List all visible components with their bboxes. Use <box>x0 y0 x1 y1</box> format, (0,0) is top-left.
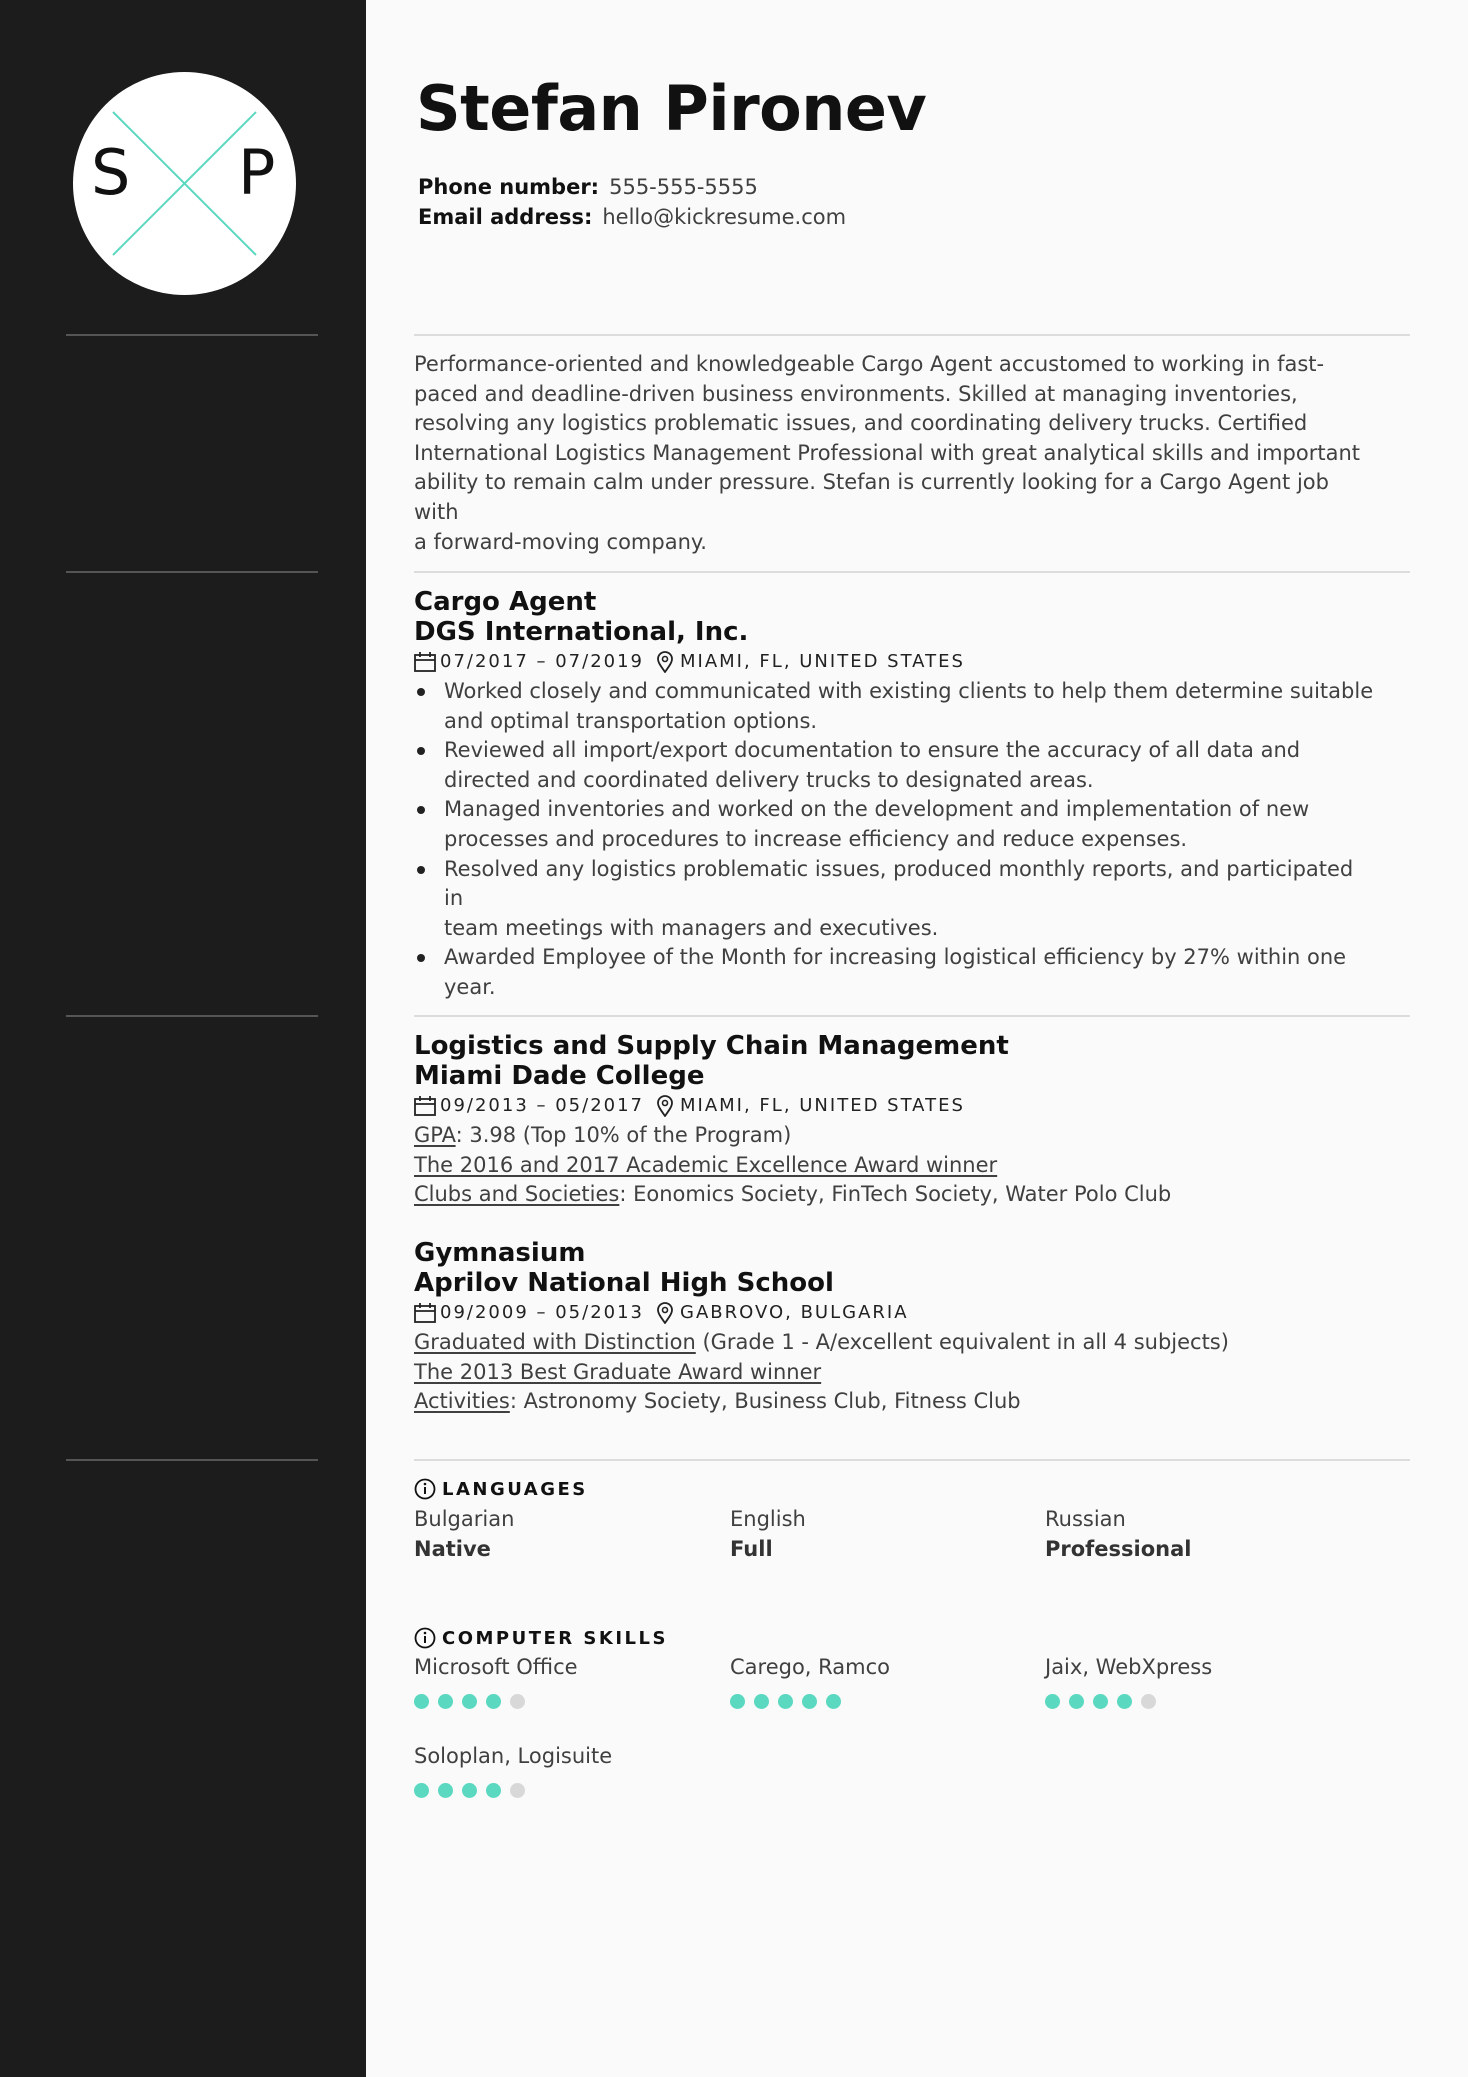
rating-dot-filled <box>1093 1694 1108 1709</box>
sidebar-divider <box>66 334 318 336</box>
languages-heading: LANGUAGES <box>414 1478 588 1500</box>
skill-name: Microsoft Office <box>414 1655 578 1679</box>
profile-line: Performance-oriented and knowledgeable Cargo Agent accustomed to working in fast- <box>414 352 1325 376</box>
rating-dot-filled <box>462 1694 477 1709</box>
job-meta <box>414 647 1374 677</box>
education-dates: 09/2009 – 05/2013 <box>440 1302 644 1323</box>
rating-dot-filled <box>802 1694 817 1709</box>
school-name: Miami Dade College <box>414 1061 705 1091</box>
rating-dot-filled <box>414 1783 429 1798</box>
avatar-initial-last: P <box>238 136 276 209</box>
phone-label: Phone number: <box>418 175 600 199</box>
rating-dot-empty <box>1141 1694 1156 1709</box>
education-detail: Graduated with Distinction (Grade 1 - A/excellent equivalent in all 4 subjects) <box>414 1330 1229 1354</box>
skill-rating <box>1045 1694 1212 1709</box>
profile-line: resolving any logistics problematic issues, and coordinating delivery trucks. Certified <box>414 411 1308 436</box>
language-item <box>1045 1504 1192 1564</box>
distinction-label: Graduated with Distinction <box>414 1330 696 1354</box>
language-level: Professional <box>1045 1537 1192 1561</box>
rating-dot-filled <box>414 1694 429 1709</box>
education-detail: GPA: 3.98 (Top 10% of the Program) <box>414 1123 792 1147</box>
education-detail: Clubs and Societies: Eonomics Society, FinTech Society, Water Polo Club <box>414 1182 1172 1207</box>
computer-skill-item <box>1045 1652 1212 1709</box>
degree-title: Gymnasium <box>414 1238 586 1268</box>
computer-skill-item <box>730 1652 890 1709</box>
rating-dot-empty <box>510 1783 525 1798</box>
education-meta <box>414 1091 1374 1121</box>
education-entry <box>414 1238 1374 1417</box>
language-level: Native <box>414 1537 491 1561</box>
rating-dot-empty <box>510 1694 525 1709</box>
email-label: Email address: <box>418 205 593 229</box>
rating-dot-filled <box>438 1694 453 1709</box>
profile-line: International Logistics Management Professional with great analytical skills and important <box>414 440 1360 465</box>
education-dates: 09/2013 – 05/2017 <box>440 1095 644 1116</box>
education-meta <box>414 1298 1374 1328</box>
rating-dot-filled <box>826 1694 841 1709</box>
education-detail <box>414 1151 1374 1181</box>
award-label: The 2013 Best Graduate Award winner <box>414 1359 822 1384</box>
rating-dot-filled <box>486 1694 501 1709</box>
profile-summary <box>414 350 1374 557</box>
language-name: Bulgarian <box>414 1507 515 1531</box>
skill-name: Jaix, WebXpress <box>1045 1655 1213 1679</box>
job-achievements <box>414 677 1374 1003</box>
job-location: MIAMI, FL, UNITED STATES <box>680 651 965 672</box>
location-pin-icon <box>656 1302 674 1324</box>
sidebar <box>0 0 366 2077</box>
school-name: Aprilov National High School <box>414 1268 834 1298</box>
education-location: GABROVO, BULGARIA <box>680 1302 909 1323</box>
job-title: Cargo Agent <box>414 587 597 617</box>
language-name: English <box>730 1507 806 1531</box>
award-label: The 2016 and 2017 Academic Excellence Award winner <box>414 1152 998 1177</box>
section-divider <box>414 571 1410 573</box>
section-divider <box>414 334 1410 336</box>
rating-dot-filled <box>486 1783 501 1798</box>
rating-dot-filled <box>1069 1694 1084 1709</box>
avatar-initial-first: S <box>91 136 131 209</box>
calendar-icon <box>414 652 436 672</box>
rating-dot-filled <box>778 1694 793 1709</box>
profile-line: a forward-moving company. <box>414 529 707 554</box>
language-level: Full <box>730 1537 773 1561</box>
candidate-name: Stefan Pironev <box>416 72 927 145</box>
language-item <box>730 1504 806 1564</box>
rating-dot-filled <box>462 1783 477 1798</box>
list-item: Reviewed all import/export documentation to ensure the accuracy of all data and directed and coordinated delivery trucks to designated areas. <box>414 736 1374 795</box>
calendar-icon <box>414 1303 436 1323</box>
profile-line: paced and deadline-driven business environments. Skilled at managing inventories, <box>414 381 1298 406</box>
gpa-label: GPA <box>414 1123 456 1147</box>
skill-rating <box>414 1694 578 1709</box>
contact-email <box>418 202 846 232</box>
work-entry <box>414 587 1374 1003</box>
education-entry <box>414 1031 1374 1210</box>
company-name: DGS International, Inc. <box>414 617 749 647</box>
rating-dot-filled <box>1045 1694 1060 1709</box>
info-icon <box>414 1478 436 1500</box>
sidebar-divider <box>66 1459 318 1461</box>
avatar <box>73 72 296 295</box>
skill-rating <box>414 1783 612 1798</box>
computer-skills-heading: COMPUTER SKILLS <box>414 1627 668 1649</box>
computer-skill-item <box>414 1652 578 1709</box>
location-pin-icon <box>656 1095 674 1117</box>
sidebar-divider <box>66 571 318 573</box>
rating-dot-filled <box>730 1694 745 1709</box>
section-divider <box>414 1015 1410 1017</box>
list-item: Worked closely and communicated with existing clients to help them determine suitable and optimal transportation options. <box>414 677 1374 736</box>
education-detail <box>414 1358 1374 1388</box>
skill-rating <box>730 1694 890 1709</box>
list-item: Managed inventories and worked on the development and implementation of new processes and procedures to increase efficiency and reduce expenses. <box>414 795 1374 854</box>
degree-title: Logistics and Supply Chain Management <box>414 1031 1009 1061</box>
location-pin-icon <box>656 651 674 673</box>
profile-line: ability to remain calm under pressure. Stefan is currently looking for a Cargo Agent job with <box>414 470 1329 524</box>
calendar-icon <box>414 1096 436 1116</box>
rating-dot-filled <box>438 1783 453 1798</box>
sidebar-divider <box>66 1015 318 1017</box>
skill-name: Soloplan, Logisuite <box>414 1744 613 1768</box>
computer-skill-item <box>414 1741 612 1798</box>
language-name: Russian <box>1045 1507 1126 1531</box>
job-dates: 07/2017 – 07/2019 <box>440 651 644 672</box>
info-icon <box>414 1627 436 1649</box>
language-item <box>414 1504 514 1564</box>
email-value: hello@kickresume.com <box>602 205 847 229</box>
skill-name: Carego, Ramco <box>730 1655 891 1679</box>
education-location: MIAMI, FL, UNITED STATES <box>680 1095 965 1116</box>
education-detail: Activities: Astronomy Society, Business Club, Fitness Club <box>414 1389 1021 1414</box>
activities-label: Activities <box>414 1389 510 1414</box>
rating-dot-filled <box>754 1694 769 1709</box>
phone-value: 555-555-5555 <box>609 175 758 199</box>
section-divider <box>414 1459 1410 1461</box>
rating-dot-filled <box>1117 1694 1132 1709</box>
list-item: Resolved any logistics problematic issues, produced monthly reports, and participated in team meetings with managers and executives. <box>414 855 1374 944</box>
contact-phone <box>418 172 758 202</box>
clubs-label: Clubs and Societies <box>414 1182 620 1207</box>
list-item: Awarded Employee of the Month for increasing logistical efficiency by 27% within one year. <box>414 943 1374 1002</box>
